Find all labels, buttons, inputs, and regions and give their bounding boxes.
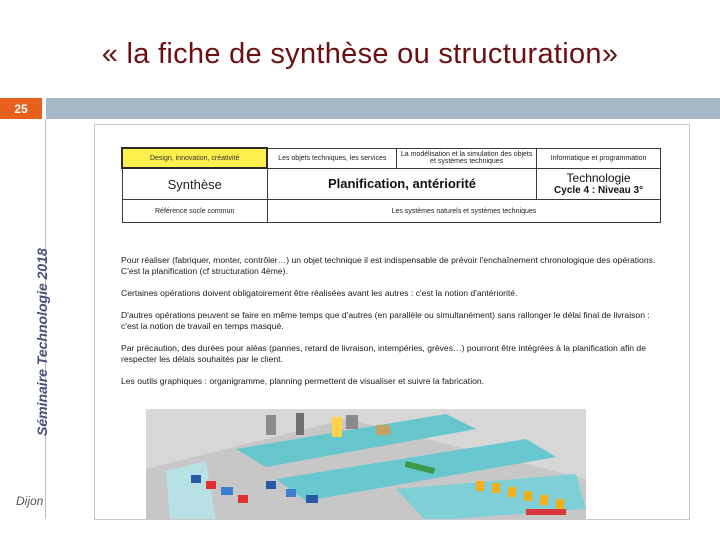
header-rule [46, 98, 720, 119]
sheet-body [121, 255, 661, 398]
side-label: Séminaire Technologie 2018 [34, 248, 50, 436]
page-number-badge: 25 [0, 98, 42, 119]
domain-design-cell: Design, innovation, créativité [122, 148, 267, 168]
technologie-label: Technologie [566, 170, 631, 185]
construction-site-graphic [146, 409, 586, 520]
reference-cell: Référence socle commun [122, 200, 267, 223]
scanned-sheet [94, 124, 690, 520]
paragraph: Pour réaliser (fabriquer, monter, contrôler…) un objet technique il est indispensable de prévoir l'enchaînement chronologique des opérations. C'est la planification (cf structuration 4ème). [121, 255, 656, 276]
topic-title-cell: Planification, antériorité [267, 168, 536, 200]
level-cell [537, 168, 661, 200]
paragraph: Les outils graphiques : organigramme, planning permettent de visualiser et suivre la fabrication. [121, 376, 485, 386]
domain-it-cell: Informatique et programmation [537, 148, 661, 168]
domain-modeling-cell: La modélisation et la simulation des objets et systèmes techniques [397, 148, 537, 168]
sheet-header-table [121, 147, 661, 223]
paragraph: Certaines opérations doivent obligatoirement être réalisées avant les autres : c'est la notion d'antériorité. [121, 288, 518, 298]
paragraph: D'autres opérations peuvent se faire en même temps que d'autres (en parallèle ou simultanément) sans rallonger le délai final de livraison : c'est la notion de travail en temps masqué. [121, 310, 650, 331]
construction-site-illustration [146, 409, 586, 520]
cycle-level-label: Cycle 4 : Niveau 3° [554, 184, 644, 196]
domain-objects-cell: Les objets techniques, les services [267, 148, 396, 168]
systems-cell: Les systèmes naturels et systèmes techniques [267, 200, 660, 223]
synthese-cell: Synthèse [122, 168, 267, 200]
paragraph: Par précaution, des durées pour aléas (pannes, retard de livraison, intempéries, grèves…) pourront être intégrées à la planification afin de respecter les délais souhaités par le client. [121, 343, 646, 364]
slide-title: « la fiche de synthèse ou structuration» [101, 38, 619, 70]
footer-location: Dijon [16, 494, 44, 508]
